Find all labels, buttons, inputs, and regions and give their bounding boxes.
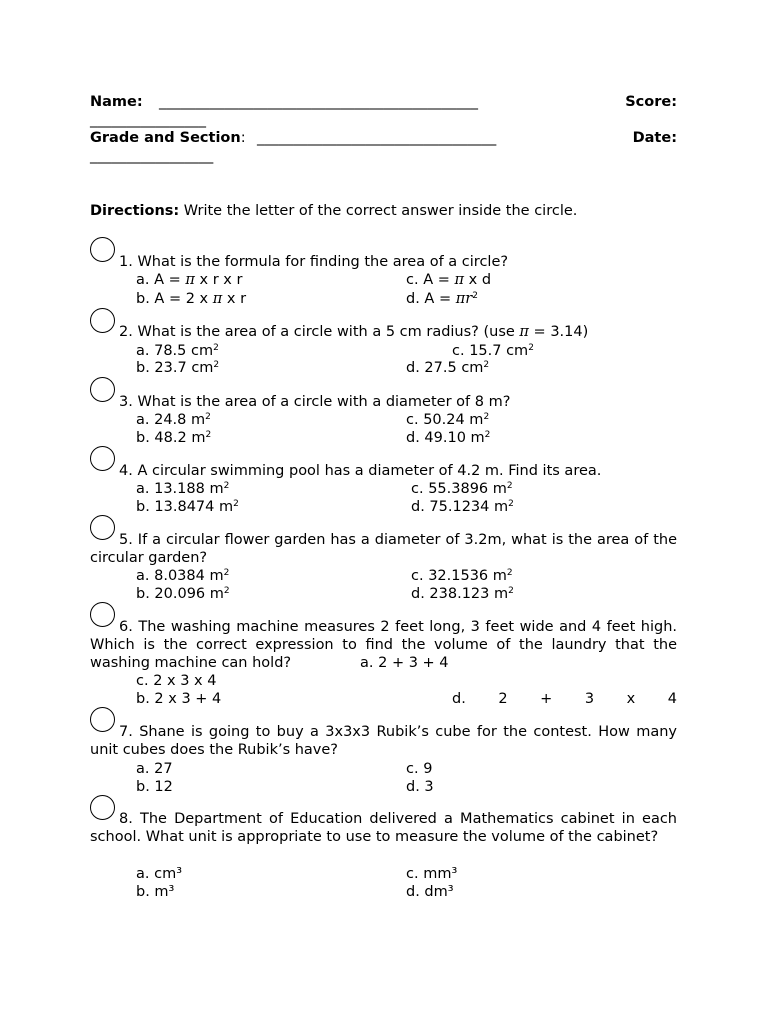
q6-option-a: a. 2 + 3 + 4: [360, 655, 449, 671]
question-7: [90, 723, 677, 759]
q5-option-b: b. 20.096 $m^2$: [136, 586, 230, 602]
q5-option-c: c. 32.1536 $m^2$: [411, 568, 513, 584]
q2-option-c: c. 15.7 $cm^2$: [452, 343, 534, 359]
q8-option-b: b. m³: [136, 884, 175, 900]
question-2-stem: 2. What is the area of a circle with a 5 cm radius? (use π = 3.14): [119, 324, 589, 340]
q6-option-b: b. 2 x 3 + 4: [136, 691, 222, 707]
score-label: Score:: [625, 94, 677, 110]
grade-section-line[interactable]: _________________________________: [257, 130, 497, 146]
q7-option-b: b. 12: [136, 779, 173, 795]
directions: Directions: Write the letter of the correct answer inside the circle.: [90, 203, 578, 219]
question-3: [90, 393, 677, 411]
q4-option-d: d. 75.1234 $m^2$: [411, 499, 514, 515]
q5-option-a: a. 8.0384 $m^2$: [136, 568, 230, 584]
name-label: Name:: [90, 94, 143, 110]
question-4: [90, 462, 677, 480]
q4-option-c: c. 55.3896 $m^2$: [411, 481, 513, 497]
q3-option-b: b. 48.2 $m^2$: [136, 430, 212, 446]
q2-option-d: d. 27.5 $cm^2$: [406, 360, 490, 376]
q8-option-a: a. cm³: [136, 866, 183, 882]
q1-option-b: b. A = 2 x π x r: [136, 291, 247, 307]
q1-option-a: a. A = π x r x r: [136, 272, 243, 288]
q4-option-b: b. 13.8474 $m^2$: [136, 499, 239, 515]
q6-option-d: d. 2 + 3 x 4: [452, 691, 677, 707]
question-2: [90, 323, 677, 341]
q7-option-d: d. 3: [406, 779, 434, 795]
question-8: [90, 810, 677, 846]
question-1-stem: 1. What is the formula for finding the area of a circle?: [119, 254, 509, 270]
q2-option-a: a. 78.5 $cm^2$: [136, 343, 219, 359]
question-4-stem: 4. A circular swimming pool has a diameter of 4.2 m. Find its area.: [119, 463, 602, 479]
question-5: [90, 531, 677, 567]
q6-option-c: c. 2 x 3 x 4: [136, 673, 217, 689]
question-7-stem: 7. Shane is going to buy a 3x3x3 Rubik’s cube for the contest. How many unit cubes does the Rubik’s have?: [90, 724, 677, 758]
q4-option-a: a. 13.188 $m^2$: [136, 481, 230, 497]
date-line[interactable]: _________________: [90, 148, 214, 164]
q8-option-c: c. mm³: [406, 866, 458, 882]
name-line[interactable]: ____________________________________________: [159, 94, 478, 110]
question-5-stem: 5. If a circular flower garden has a diameter of 3.2m, what is the area of the circular garden?: [90, 532, 677, 566]
q8-option-d: d. dm³: [406, 884, 454, 900]
q1-option-c: c. A = π x d: [406, 272, 492, 288]
question-1: [90, 253, 677, 271]
q7-option-a: a. 27: [136, 761, 173, 777]
q2-option-b: b. 23.7 $cm^2$: [136, 360, 220, 376]
question-6-stem: 6. The washing machine measures 2 feet long, 3 feet wide and 4 feet high. Which is the correct expression to find the volume of the laundry that the washing machine can hold?: [90, 619, 677, 671]
q1-option-d: d. $A = \pi r^2$: [406, 291, 478, 307]
question-8-stem: 8. The Department of Education delivered a Mathematics cabinet in each school. What unit is appropriate to use to measure the volume of the cabinet?: [90, 811, 677, 845]
q3-option-c: c. 50.24 $m^2$: [406, 412, 490, 428]
q7-option-c: c. 9: [406, 761, 433, 777]
date-label: Date:: [632, 130, 677, 146]
grade-section-label: Grade and Section:: [90, 130, 246, 146]
q3-option-a: a. 24.8 $m^2$: [136, 412, 211, 428]
q3-option-d: d. 49.10 $m^2$: [406, 430, 491, 446]
question-3-stem: 3. What is the area of a circle with a diameter of 8 m?: [119, 394, 511, 410]
score-line[interactable]: ________________: [90, 112, 206, 128]
q5-option-d: d. 238.123 $m^2$: [411, 586, 514, 602]
